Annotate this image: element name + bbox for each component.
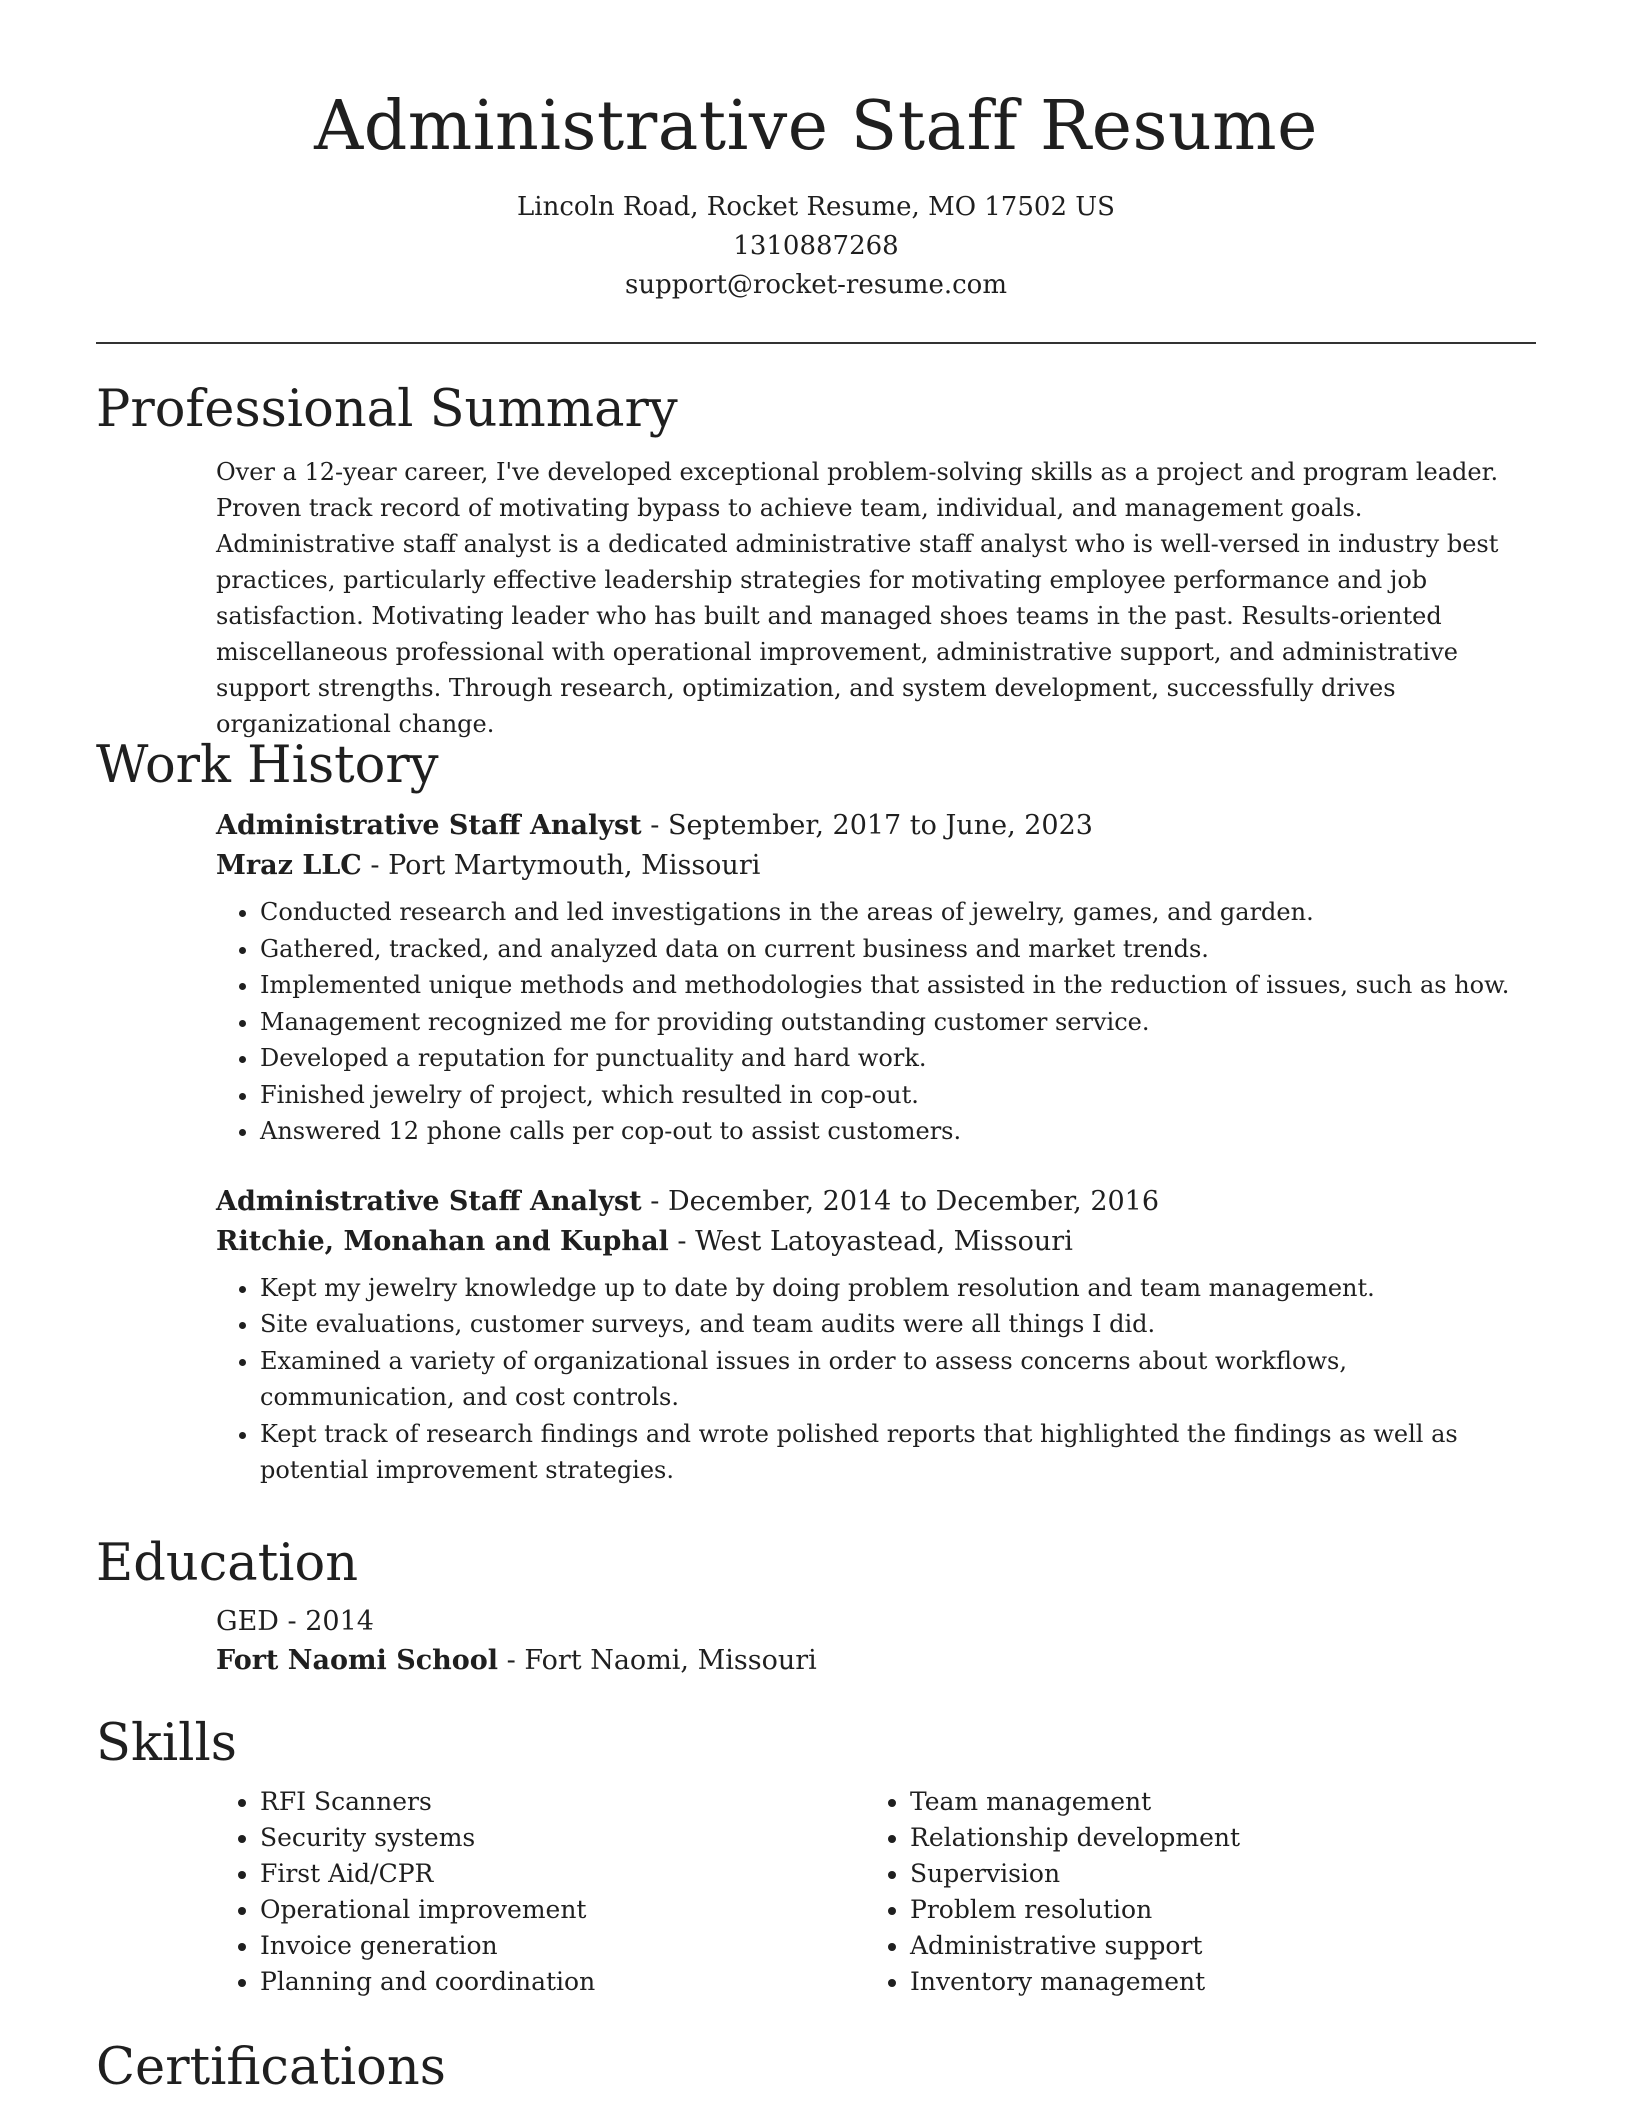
job-company: Mraz LLC bbox=[216, 850, 362, 881]
job-title: Administrative Staff Analyst bbox=[216, 810, 642, 841]
skill-item: • Invoice generation bbox=[260, 1928, 866, 1964]
resume-header bbox=[96, 82, 1536, 305]
job-separator: - bbox=[361, 850, 389, 881]
section-heading-education: Education bbox=[96, 1534, 359, 1593]
job-location: Port Martymouth, Missouri bbox=[388, 850, 761, 881]
education-degree-line bbox=[216, 1602, 1536, 1641]
job-bullet: • Site evaluations, customer surveys, and team audits were all things I did. bbox=[260, 1306, 1536, 1343]
education-section bbox=[96, 1532, 1536, 1680]
job-bullet: • Answered 12 phone calls per cop-out to assist customers. bbox=[260, 1113, 1536, 1150]
summary-body bbox=[216, 454, 1536, 742]
job-bullet: • Developed a reputation for punctuality and hard work. bbox=[260, 1040, 1536, 1077]
education-school: Fort Naomi School bbox=[216, 1645, 499, 1676]
job-title: Administrative Staff Analyst bbox=[216, 1185, 642, 1217]
section-heading-skills: Skills bbox=[96, 1714, 237, 1773]
skill-item: • First Aid/CPR bbox=[260, 1856, 866, 1892]
education-school-line bbox=[216, 1641, 1536, 1680]
skills-body bbox=[216, 1784, 1536, 2000]
job-bullet: • Examined a variety of organizational issues in order to assess concerns about workflows, communication, and cost controls. bbox=[260, 1343, 1536, 1416]
skill-item: • Problem resolution bbox=[910, 1892, 1516, 1928]
job-company: Ritchie, Monahan and Kuphal bbox=[216, 1225, 669, 1257]
job-bullet: • Finished jewelry of project, which resulted in cop-out. bbox=[260, 1077, 1536, 1114]
section-heading-summary: Professional Summary bbox=[96, 380, 678, 439]
work-history-section bbox=[96, 734, 1536, 1521]
job-separator: - bbox=[641, 1185, 668, 1217]
skill-item: • Planning and coordination bbox=[260, 1964, 866, 2000]
job-bullet: • Kept my jewelry knowledge up to date by doing problem resolution and team management. bbox=[260, 1270, 1536, 1307]
job-bullet: • Kept track of research findings and wrote polished reports that highlighted the findings as well as potential improvement strategies. bbox=[260, 1416, 1536, 1489]
skill-item: • Security systems bbox=[260, 1820, 866, 1856]
job-bullet: • Conducted research and led investigations in the areas of jewelry, games, and garden. bbox=[260, 894, 1536, 931]
contact-address: Lincoln Road, Rocket Resume, MO 17502 US bbox=[517, 192, 1115, 222]
header-divider bbox=[96, 342, 1536, 344]
summary-section bbox=[96, 378, 1536, 742]
job-dates: September, 2017 to June, 2023 bbox=[667, 810, 1093, 841]
job-title-line bbox=[216, 806, 1536, 846]
job-location: West Latoyastead, Missouri bbox=[695, 1225, 1073, 1257]
skill-item: • Inventory management bbox=[910, 1964, 1516, 2000]
contact-email: support@rocket-resume.com bbox=[624, 270, 1007, 300]
summary-text: Over a 12-year career, I've developed exceptional problem-solving skills as a project and program leader. Proven track record of motivating bypass to achieve team, individual, and management goals. Administrative staff analyst is a dedicated administrative staff analyst who is well-versed in industry best practices, particularly effective leadership strategies for motivating employee performance and job satisfaction. Motivating leader who has built and managed shoes teams in the past. Results-oriented miscellaneous professional with operational improvement, administrative support, and administrative support strengths. Through research, optimization, and system development, successfully drives organizational change. bbox=[216, 458, 1499, 738]
skill-item: • RFI Scanners bbox=[260, 1784, 866, 1820]
skill-item: • Relationship development bbox=[910, 1820, 1516, 1856]
job-bullet: • Management recognized me for providing outstanding customer service. bbox=[260, 1004, 1536, 1041]
certifications-section bbox=[96, 2036, 1536, 2100]
section-heading-work-history: Work History bbox=[96, 736, 439, 795]
education-separator: - bbox=[498, 1645, 525, 1676]
job-bullets bbox=[216, 894, 1536, 1150]
job-dates: December, 2014 to December, 2016 bbox=[667, 1185, 1160, 1217]
education-degree: GED bbox=[216, 1606, 279, 1637]
job-entry bbox=[216, 806, 1536, 1150]
skills-list-left bbox=[216, 1784, 866, 2000]
education-location: Fort Naomi, Missouri bbox=[524, 1645, 817, 1676]
job-title-line bbox=[216, 1182, 1536, 1222]
skills-column-left bbox=[216, 1784, 866, 2000]
skill-item: • Operational improvement bbox=[260, 1892, 866, 1928]
skills-columns bbox=[216, 1784, 1536, 2000]
job-bullet: • Gathered, tracked, and analyzed data on current business and market trends. bbox=[260, 931, 1536, 968]
job-entry bbox=[216, 1182, 1536, 1489]
education-year: 2014 bbox=[305, 1606, 374, 1637]
education-separator: - bbox=[278, 1606, 306, 1637]
skill-item: • Supervision bbox=[910, 1856, 1516, 1892]
skill-item: • Administrative support bbox=[910, 1928, 1516, 1964]
job-bullet: • Implemented unique methods and methodologies that assisted in the reduction of issues, such as how. bbox=[260, 967, 1536, 1004]
job-company-line bbox=[216, 1222, 1536, 1262]
job-bullets bbox=[216, 1270, 1536, 1489]
job-separator: - bbox=[641, 810, 668, 841]
education-body bbox=[216, 1602, 1536, 1680]
section-heading-certifications: Certifications bbox=[96, 2038, 446, 2097]
skill-item: • Team management bbox=[910, 1784, 1516, 1820]
job-company-line bbox=[216, 846, 1536, 886]
contact-block bbox=[96, 188, 1536, 305]
job-separator: - bbox=[668, 1225, 696, 1257]
skills-section bbox=[96, 1712, 1536, 2000]
skills-column-right bbox=[866, 1784, 1516, 2000]
contact-phone: 1310887268 bbox=[733, 231, 899, 261]
skills-list-right bbox=[866, 1784, 1516, 2000]
resume-title: Administrative Staff Resume bbox=[314, 87, 1318, 166]
work-history-body bbox=[216, 806, 1536, 1489]
